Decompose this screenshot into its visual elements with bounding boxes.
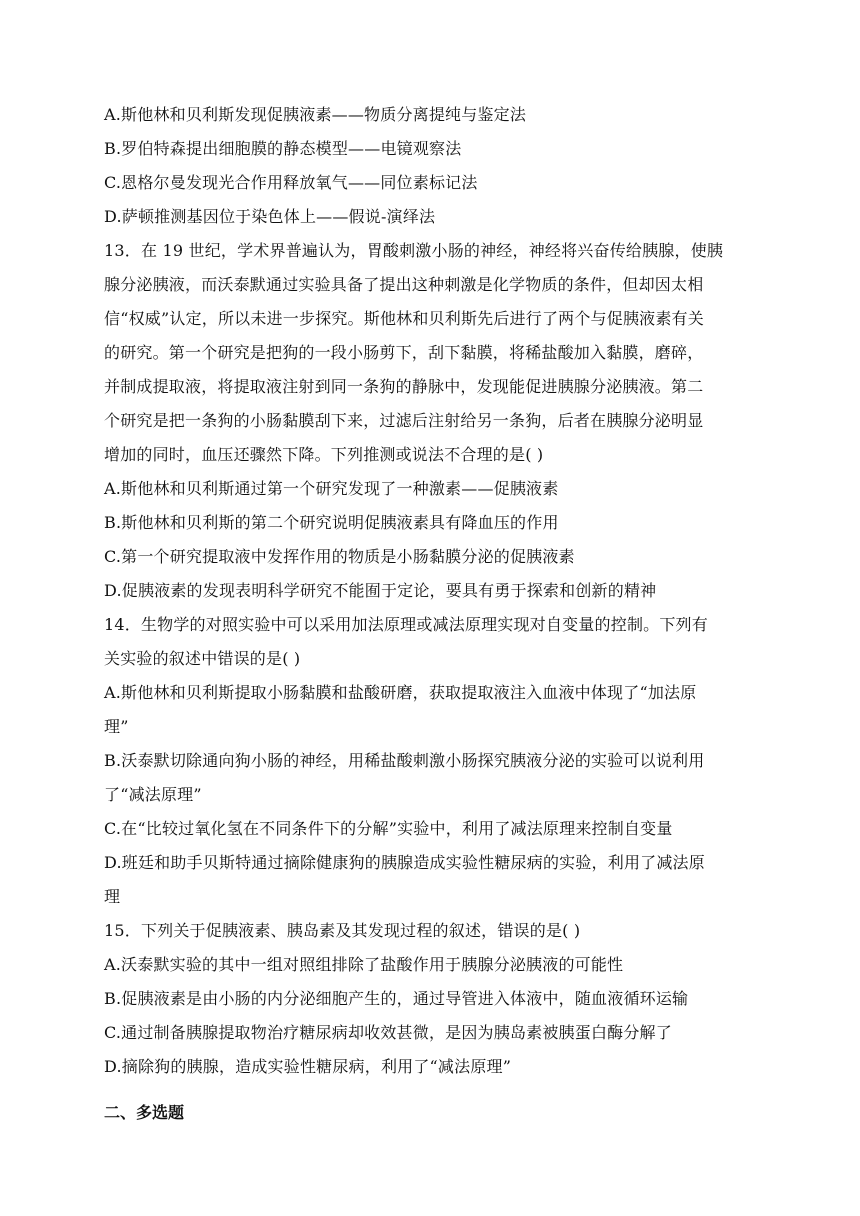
q14-option-line: B.沃泰默切除通向狗小肠的神经，用稀盐酸刺激小肠探究胰液分泌的实验可以说利用 bbox=[104, 751, 705, 770]
q13-stem-line: 并制成提取液，将提取液注射到同一条狗的静脉中，发现能促进胰腺分泌胰液。第二 bbox=[104, 377, 704, 396]
document-content bbox=[104, 98, 754, 1130]
q13-option-d: D.促胰液素的发现表明科学研究不能囿于定论，要具有勇于探索和创新的精神 bbox=[104, 581, 657, 600]
q13-stem-line: 个研究是把一条狗的小肠黏膜刮下来，过滤后注射给另一条狗，后者在胰腺分泌明显 bbox=[104, 411, 704, 430]
q13-stem-line: 腺分泌胰液，而沃泰默通过实验具备了提出这种刺激是化学物质的条件，但却因太相 bbox=[104, 275, 704, 294]
q15-option-b: B.促胰液素是由小肠的内分泌细胞产生的，通过导管进入体液中，随血液循环运输 bbox=[104, 989, 689, 1008]
q13-stem-line: 增加的同时，血压还骤然下降。下列推测或说法不合理的是( ) bbox=[104, 445, 544, 464]
q13-option-b: B.斯他林和贝利斯的第二个研究说明促胰液素具有降血压的作用 bbox=[104, 513, 559, 532]
q12-option-b: B.罗伯特森提出细胞膜的静态模型——电镜观察法 bbox=[104, 139, 462, 158]
q14-option-line: 理 bbox=[104, 887, 121, 906]
section-heading-multiple-choice: 二、多选题 bbox=[104, 1103, 185, 1122]
q15-stem-line: 15．下列关于促胰液素、胰岛素及其发现过程的叙述，错误的是( ) bbox=[104, 921, 581, 940]
q13-option-c: C.第一个研究提取液中发挥作用的物质是小肠黏膜分泌的促胰液素 bbox=[104, 547, 575, 566]
q14-option-line: 了“减法原理” bbox=[104, 785, 202, 804]
q14-stem-line: 关实验的叙述中错误的是( ) bbox=[104, 649, 301, 668]
q14-stem-line: 14．生物学的对照实验中可以采用加法原理或减法原理实现对自变量的控制。下列有 bbox=[104, 615, 708, 634]
q12-option-c: C.恩格尔曼发现光合作用释放氧气——同位素标记法 bbox=[104, 173, 478, 192]
q12-option-d: D.萨顿推测基因位于染色体上——假说-演绎法 bbox=[104, 207, 436, 226]
question-13 bbox=[104, 234, 754, 608]
q14-option-line: D.班廷和助手贝斯特通过摘除健康狗的胰腺造成实验性糖尿病的实验，利用了减法原 bbox=[104, 853, 705, 872]
q15-option-a: A.沃泰默实验的其中一组对照组排除了盐酸作用于胰腺分泌胰液的可能性 bbox=[104, 955, 624, 974]
q14-option-line: 理” bbox=[104, 717, 129, 736]
q14-option-line: A.斯他林和贝利斯提取小肠黏膜和盐酸研磨，获取提取液注入血液中体现了“加法原 bbox=[104, 683, 697, 702]
q13-stem-line: 的研究。第一个研究是把狗的一段小肠剪下，刮下黏膜，将稀盐酸加入黏膜，磨碎， bbox=[104, 343, 704, 362]
q15-option-d: D.摘除狗的胰腺，造成实验性糖尿病，利用了“减法原理” bbox=[104, 1057, 512, 1076]
question-15 bbox=[104, 914, 754, 1084]
q13-stem-line: 信“权威”认定，所以未进一步探究。斯他林和贝利斯先后进行了两个与促胰液素有关 bbox=[104, 309, 704, 328]
q13-option-a: A.斯他林和贝利斯通过第一个研究发现了一种激素——促胰液素 bbox=[104, 479, 559, 498]
q12-option-a: A.斯他林和贝利斯发现促胰液素——物质分离提纯与鉴定法 bbox=[104, 105, 527, 124]
question-12-options bbox=[104, 98, 754, 234]
q14-option-line: C.在“比较过氧化氢在不同条件下的分解”实验中，利用了减法原理来控制自变量 bbox=[104, 819, 673, 838]
question-14 bbox=[104, 608, 754, 914]
q15-option-c: C.通过制备胰腺提取物治疗糖尿病却收效甚微，是因为胰岛素被胰蛋白酶分解了 bbox=[104, 1023, 672, 1042]
q13-stem-line: 13．在 19 世纪，学术界普遍认为，胃酸刺激小肠的神经，神经将兴奋传给胰腺，使胰 bbox=[104, 241, 724, 260]
